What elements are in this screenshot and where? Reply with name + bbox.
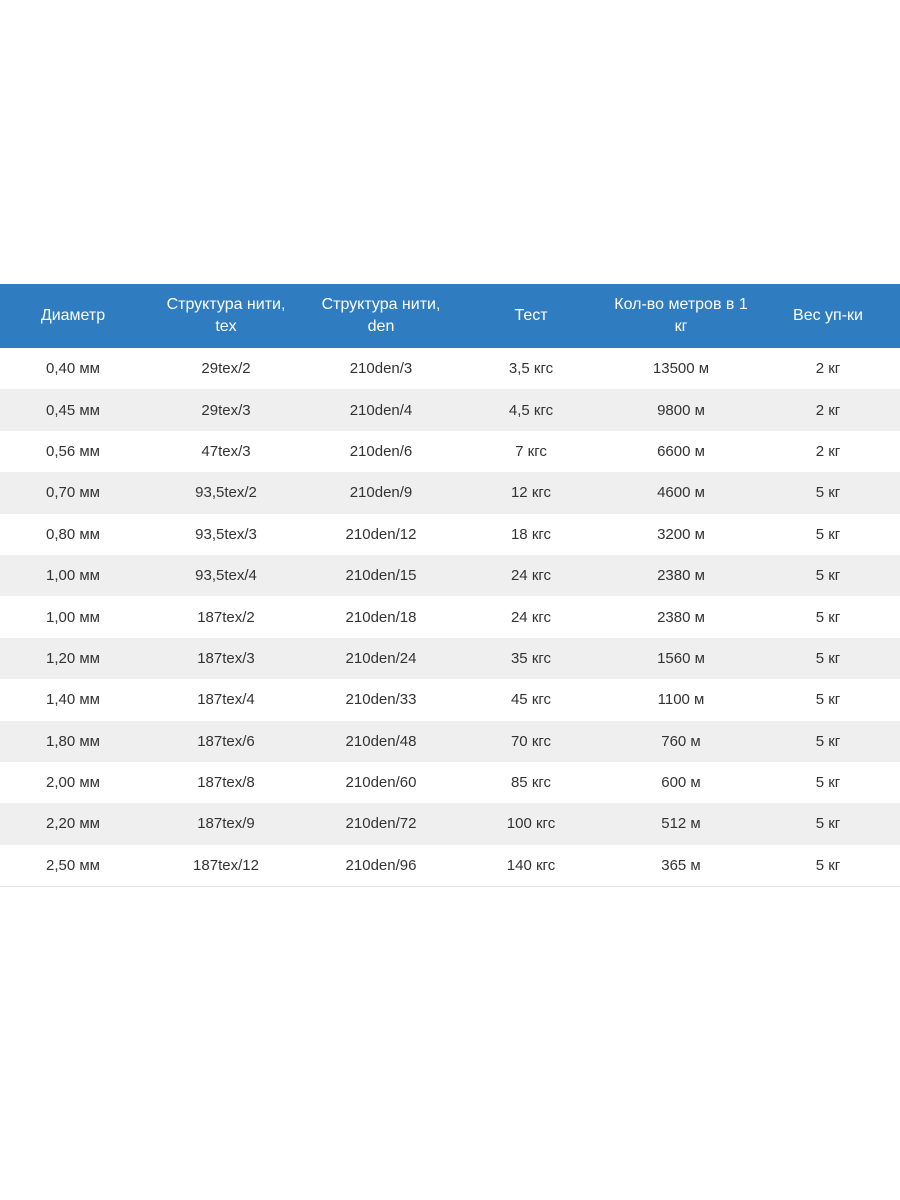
cell-structure-tex: 187tex/8 [197,774,255,792]
cell-package-weight: 5 кг [815,484,841,502]
cell-package-weight: 5 кг [815,525,841,543]
table-row [0,514,900,555]
cell-test: 140 кгс [506,856,556,874]
thread-spec-table [0,284,900,887]
table-row [0,348,900,389]
cell-structure-den: 210den/4 [349,401,413,419]
cell-package-weight: 5 кг [815,732,841,750]
cell-structure-tex: 29tex/3 [201,401,251,419]
table-row [0,679,900,720]
cell-package-weight: 5 кг [815,691,841,709]
cell-structure-tex: 93,5tex/3 [195,525,257,543]
cell-structure-tex: 187tex/12 [193,856,259,874]
cell-meters-per-kg: 600 м [661,774,701,792]
cell-diameter: 1,00 мм [46,608,100,626]
cell-meters-per-kg: 3200 м [657,525,705,543]
cell-meters-per-kg: 365 м [661,856,701,874]
table-row [0,638,900,679]
cell-structure-tex: 187tex/9 [197,815,255,833]
cell-test: 70 кгс [510,732,552,750]
cell-test: 35 кгс [510,649,552,667]
cell-meters-per-kg: 2380 м [657,567,705,585]
cell-package-weight: 5 кг [815,567,841,585]
cell-diameter: 2,50 мм [46,856,100,874]
cell-structure-den: 210den/18 [345,608,417,626]
cell-test: 12 кгс [510,484,552,502]
cell-diameter: 1,80 мм [46,732,100,750]
cell-structure-tex: 93,5tex/2 [195,484,257,502]
cell-package-weight: 5 кг [815,815,841,833]
table-row [0,431,900,472]
header-row [0,284,900,348]
cell-structure-tex: 93,5tex/4 [195,567,257,585]
table-row [0,721,900,762]
cell-structure-den: 210den/15 [345,567,417,585]
cell-test: 85 кгс [510,774,552,792]
table-row [0,596,900,637]
cell-diameter: 0,56 мм [46,442,100,460]
cell-meters-per-kg: 1560 м [657,649,705,667]
cell-structure-den: 210den/33 [345,691,417,709]
cell-structure-den: 210den/6 [349,442,413,460]
cell-structure-tex: 29tex/2 [201,360,251,378]
header-structure-den: Структура нити, den [321,296,441,335]
table-row [0,762,900,803]
table-row [0,845,900,886]
header-structure-tex: Структура нити, tex [166,296,286,335]
cell-diameter: 2,00 мм [46,774,100,792]
cell-structure-den: 210den/12 [345,525,417,543]
cell-diameter: 1,40 мм [46,691,100,709]
cell-package-weight: 2 кг [815,360,841,378]
cell-structure-den: 210den/48 [345,732,417,750]
cell-diameter: 0,80 мм [46,525,100,543]
table-header [0,284,900,348]
cell-meters-per-kg: 4600 м [657,484,705,502]
cell-diameter: 2,20 мм [46,815,100,833]
cell-structure-tex: 187tex/3 [197,649,255,667]
cell-structure-den: 210den/72 [345,815,417,833]
cell-meters-per-kg: 760 м [661,732,701,750]
table-row [0,555,900,596]
cell-structure-tex: 187tex/2 [197,608,255,626]
table-row [0,803,900,844]
header-meters-per-kg: Кол-во метров в 1 кг [614,296,748,335]
table-row [0,472,900,513]
cell-test: 18 кгс [510,525,552,543]
cell-meters-per-kg: 9800 м [657,401,705,419]
cell-test: 4,5 кгс [508,401,554,419]
cell-structure-den: 210den/96 [345,856,417,874]
cell-diameter: 0,70 мм [46,484,100,502]
cell-package-weight: 2 кг [815,442,841,460]
cell-package-weight: 2 кг [815,401,841,419]
cell-test: 100 кгс [506,815,556,833]
cell-structure-den: 210den/3 [349,360,413,378]
cell-test: 7 кгс [515,442,547,460]
cell-meters-per-kg: 13500 м [652,360,710,378]
cell-test: 3,5 кгс [508,360,554,378]
cell-meters-per-kg: 1100 м [657,691,705,709]
cell-meters-per-kg: 2380 м [657,608,705,626]
cell-diameter: 1,20 мм [46,649,100,667]
cell-structure-den: 210den/9 [349,484,413,502]
cell-meters-per-kg: 512 м [661,815,701,833]
cell-diameter: 1,00 мм [46,567,100,585]
cell-package-weight: 5 кг [815,608,841,626]
cell-package-weight: 5 кг [815,856,841,874]
table-body [0,348,900,886]
cell-test: 24 кгс [510,608,552,626]
cell-structure-den: 210den/24 [345,649,417,667]
cell-meters-per-kg: 6600 м [657,442,705,460]
cell-structure-tex: 187tex/6 [197,732,255,750]
cell-diameter: 0,45 мм [46,401,100,419]
header-test: Тест [514,307,548,324]
cell-test: 24 кгс [510,567,552,585]
cell-package-weight: 5 кг [815,649,841,667]
cell-diameter: 0,40 мм [46,360,100,378]
cell-structure-den: 210den/60 [345,774,417,792]
header-package-weight: Вес уп-ки [793,307,863,324]
header-diameter: Диаметр [40,307,106,324]
cell-structure-tex: 47tex/3 [201,442,251,460]
table-row [0,389,900,430]
cell-package-weight: 5 кг [815,774,841,792]
cell-test: 45 кгс [510,691,552,709]
cell-structure-tex: 187tex/4 [197,691,255,709]
